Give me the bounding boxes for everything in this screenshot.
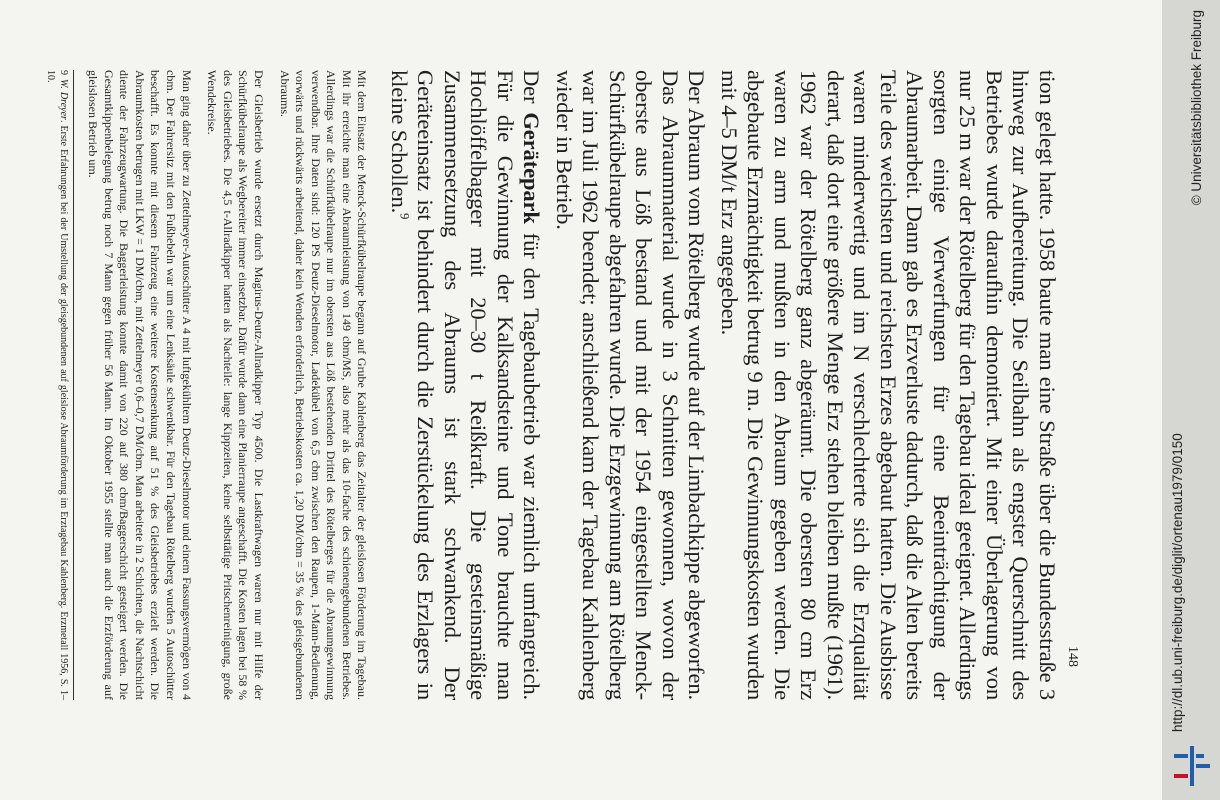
ub-freiburg-logo-icon	[1172, 746, 1212, 786]
footnote-number: 9	[58, 70, 70, 75]
geraetepark-lead: Der	[519, 70, 545, 113]
footnote-ref: 9	[397, 213, 412, 220]
page-number: 148	[1065, 646, 1080, 667]
footnote-text: . Erste Erfahrungen bei der Umstellung der gleisgebundenen auf gleislose Abraumförderung im Erztagebau Kahlenberg. Erzmetall 1956, S. 1–10.	[45, 70, 70, 700]
body-paragraph-1: tion gelegt hatte. 1958 baute man eine Straße über die Bundesstraße 3 hinweg zur Aufbereitung. Die Seilbahn als engster Querschnitt des Betriebes wurde daraufhin demontiert. Mit einer Überlagerung von nur 25 m war der Rötelberg für den Tagebau ideal geeignet. Allerdings sorgten einige Verwerfungen für eine Beeinträchtigung der Abraumarbeit. Dann gab es Erzverluste dadurch, daß die Alten bereits Teile des weichsten und reichsten Erzes abgebaut hatten. Die Ausbisse waren minderwertig und im N verschlechterte sich die Erzqualität derart, daß dort eine größere Menge Erz stehen bleiben mußte (1961). 1962 war der Rötelberg ganz abgeräumt. Die obersten 80 cm Erz waren zu arm und mußten in den Abraum gegeben werden. Die abgebaute Erzmächtigkeit betrug 9 m. Die Gewinnungskosten wurden mit 4–5 DM/t Erz angegeben.	[717, 70, 1060, 700]
small-paragraph-3: Man ging daher über zu Zettelmeyer-Autoschütter A 4 mit luftgekühltem Deutz-Dieselmotor und einem Fassungsvermögen von 4 cbm. Der Fahrersitz mit den Fußhebeln war um eine Lenksäule schwenkbar. Für den Tagebau Rötelberg wurden 5 Autoschütter beschafft. Es konnte mit diesem Fahrzeug eine weitere Kostensenkung auf 51 % des Gleisbetriebes erzielt werden. Die Abraumkosten betrugen mit LKW = 1 DM/cbm, mit Zettelmeyer 0,6–0,7 DM/cbm. Man arbeitete in 2 Schichten, die Nachtschicht diente der Fahrzeugwartung. Die Baggerleistung konnte damit von 220 auf 380 cbm/Baggerschicht gesteigert werden. Die Gesamtkippenbelegung betrug noch 7 Mann gegen früher 56 Mann. Im Oktober 1955 stellte man auch die Erzförderung auf gleislosen Betrieb um.	[86, 70, 194, 700]
small-paragraph-1: Mit dem Einsatz der Menck-Schürfkübelraupe begann auf Grube Kahlenberg das Zeitalter der gleislosen Förderung im Tagebau. Mit ihr erreichte man eine Abraumleistung von 149 cbm/MS, also mehr als das 10-fache des schienengebundenen Betriebes. Allerdings war die Schürfkübelraupe nur im obersten aus Löß bestehenden Drittel des Rötelberges für die Abraumgewinnung verwendbar. Ihre Daten sind: 120 PS Deutz-Dieselmotor, Ladekübel von 6,5 cbm zwischen den Raupen, 1-Mann-Bedienung, vorwärts und rückwärts arbeitend, daher kein Wenden erforderlich, Betriebskosten ca. 1,20 DM/cbm = 35 % des gleisgebundenen Abraums.	[277, 70, 370, 700]
geraetepark-text: für den Tagebaubetrieb war ziemlich umfangreich. Für die Gewinnung der Kalksandsteine und Tone brauchte man Hochlöffelbagger mit 20–30 t Reißkraft. Die gesteinsmäßige Zusammensetzung des Abraums ist stark schwankend. Der Geräteeinsatz ist behindert durch die Zerstückelung des Erzlagers in kleine Schollen.	[387, 70, 545, 700]
body-paragraph-geraetepark	[386, 70, 545, 700]
footnote-author: W. Dreyer	[58, 79, 70, 120]
source-url-link[interactable]: http://dl.ub.uni-freiburg.de/diglit/ortenau1979/0150	[1170, 433, 1185, 732]
geraetepark-heading: Gerätepark	[519, 112, 545, 224]
copyright-notice: © Universitätsbibliothek Freiburg	[1189, 10, 1204, 206]
body-paragraph-2: Der Abraum vom Rötelberg wurde auf der Limbachkippe abgeworfen. Das Abraummaterial wurde in 3 Schnitten gewonnen, wovon der oberste aus Löß bestand und mit der 1954 eingestellten Menck-Schürfkübelraupe abgefahren wurde. Die Erzgewinnung am Rötelberg war im Juli 1962 beendet; anschließend kam der Tagebau Kahlenberg wieder in Betrieb.	[552, 70, 710, 700]
rotated-text-block	[45, 70, 1060, 700]
footnote	[44, 70, 74, 700]
small-paragraph-2: Der Gleisbetrieb wurde ersetzt durch Magirus-Deutz-Allradkipper Typ 4500. Die Lastkraftwagen waren nur mit Hilfe der Schürfkübelraupe als Wegbereiter immer einsetzbar. Dafür wurde dann eine Planierraupe angeschafft. Die Kosten lagen bei 58 % des Gleisbetriebes. Die 4,5 t-Allradkipper hatten als Nachteile: lange Kippzeiten, keine selbsttätige Pritschenreinigung, große Wendekreise.	[205, 70, 266, 700]
